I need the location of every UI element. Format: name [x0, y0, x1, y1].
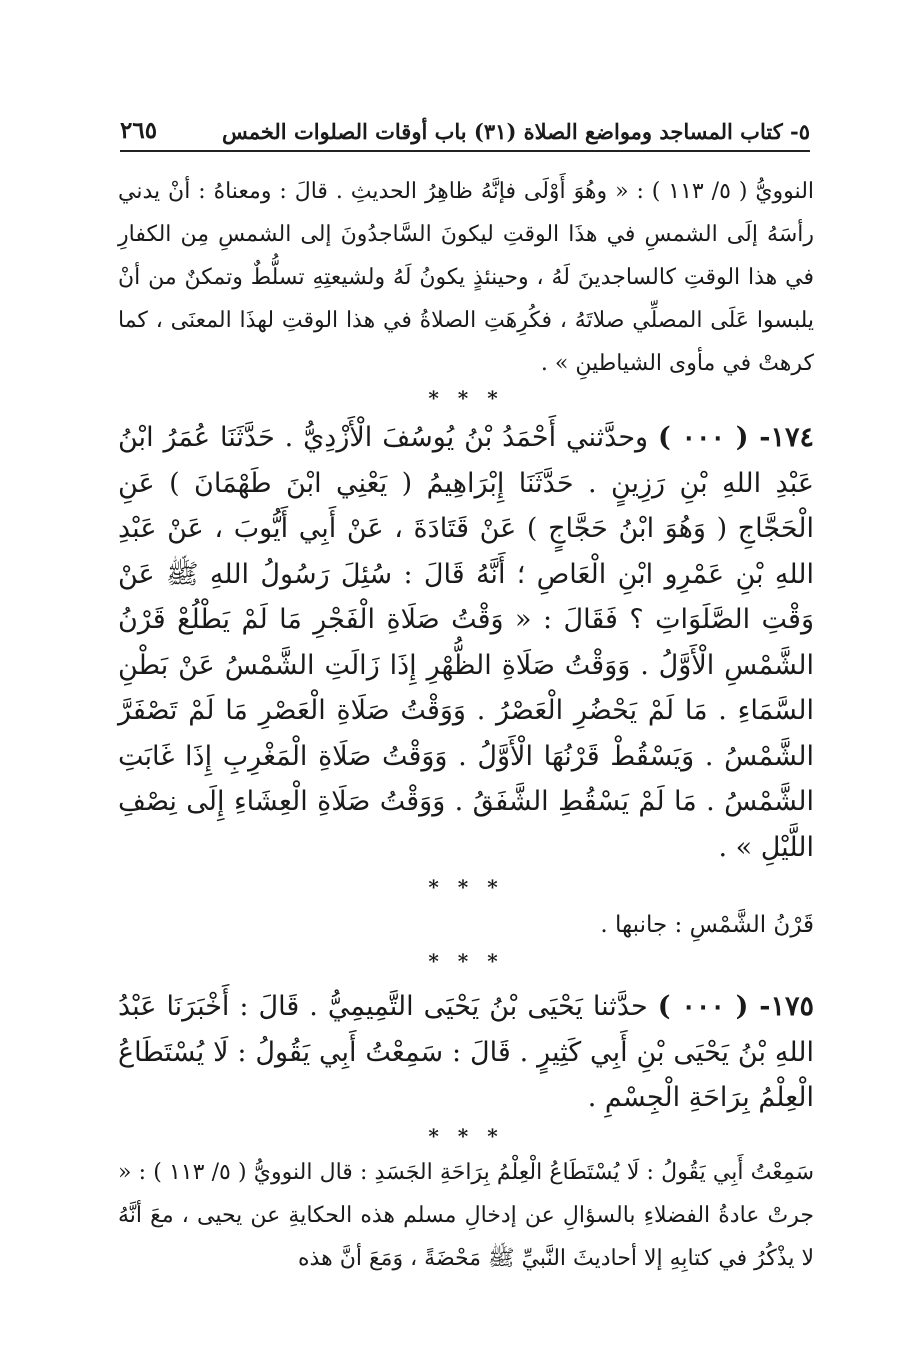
hadith-number: ١٧٥- ( ٠٠٠ ) [657, 991, 814, 1022]
hadith-174 [118, 415, 814, 870]
hadith-number: ١٧٤- ( ٠٠٠ ) [658, 422, 814, 453]
page-body [118, 170, 814, 1280]
hadith-text: حدَّثنا يَحْيَى بْنُ يَحْيَى التَّمِيمِيُّ . قَالَ : أَخْبَرَنَا عَبْدُ اللهِ بْنُ يَحْيَى بْنِ أَبِي كَثِيرٍ . قَالَ : سَمِعْتُ أَبِي يَقُولُ : لَا يُسْتَطَاعُ الْعِلْمُ بِرَاحَةِ الْجِسْمِ . [118, 991, 814, 1113]
section-separator: * * * [428, 875, 504, 899]
chapter-title: ٥- كتاب المساجد ومواضع الصلاة (٣١) باب أوقات الصلوات الخمس [221, 119, 810, 144]
commentary-paragraph: النوويُّ ( ٥/ ١١٣ ) : « وهُوَ أَوْلَى فإنَّهُ ظاهِرُ الحديثِ . قالَ : ومعناهُ : أنْ يدني رأسَهُ إلَى الشمسِ في هذَا الوقتِ ليكونَ السَّاجدُونَ إلى الشمسِ مِن الكفارِ في هذا الوقتِ كالساجدينَ لَهُ ، وحينئذٍ يكونُ لَهُ ولشيعتِهِ تسلُّطٌ وتمكنٌ من أنْ يلبسوا عَلَى المصلِّي صلاتَهُ ، فكُرِهَتِ الصلاةُ في هذا الوقتِ لهذَا المعنَى ، كما كرهتْ في مأوى الشياطينِ » . [118, 179, 815, 376]
section-separator: * * * [428, 949, 504, 973]
section-separator: * * * [428, 1123, 504, 1148]
hadith-175 [118, 984, 814, 1121]
running-header [120, 108, 810, 152]
commentary-paragraph: سَمِعْتُ أَبِي يَقُولُ : لَا يُسْتَطَاعُ الْعِلْمُ بِرَاحَةِ الجَسَدِ : قال النوويُّ ( ٥/ ١١٣ ) : « جرتْ عادةُ الفضلاءِ بالسؤالِ عن إدخالِ مسلم هذه الحكايةِ عن يحيى ، معَ أنَّهُ لا يذْكُرُ في كتابِهِ إلا أحاديثَ النَّبيِّ ﷺ مَحْضَةً ، وَمَعَ أنَّ هذه [118, 1159, 815, 1271]
hadith-text: وحدَّثني أَحْمَدُ بْنُ يُوسُفَ الْأَزْدِيُّ . حَدَّثَنَا عُمَرُ ابْنُ عَبْدِ اللهِ بْنِ رَزِينٍ . حَدَّثَنَا إِبْرَاهِيمُ ( يَعْنِي ابْنَ طَهْمَانَ ) عَنِ الْحَجَّاجِ ( وَهُوَ ابْنُ حَجَّاجٍ ) عَنْ قَتَادَةَ ، عَنْ أَبِي أَيُّوبَ ، عَنْ عَبْدِ اللهِ بْنِ عَمْرِو ابْنِ الْعَاصِ ؛ أَنَّهُ قَالَ : سُئِلَ رَسُولُ اللهِ ﷺ عَنْ وَقْتِ الصَّلَوَاتِ ؟ فَقَالَ : « وَقْتُ صَلَاةِ الْفَجْرِ مَا لَمْ يَطْلُعْ قَرْنُ الشَّمْسِ الْأَوَّلُ . وَوَقْتُ صَلَاةِ الظُّهْرِ إِذَا زَالَتِ الشَّمْسُ عَنْ بَطْنِ السَّمَاءِ . مَا لَمْ يَحْضُرِ الْعَصْرُ . وَوَقْتُ صَلَاةِ الْعَصْرِ مَا لَمْ تَصْفَرَّ الشَّمْسُ . وَيَسْقُطْ قَرْنُهَا الْأَوَّلُ . وَوَقْتُ صَلَاةِ الْمَغْرِبِ إِذَا غَابَتِ الشَّمْسُ . مَا لَمْ يَسْقُطِ الشَّفَقُ . وَوَقْتُ صَلَاةِ الْعِشَاءِ إِلَى نِصْفِ اللَّيْلِ » . [118, 422, 814, 863]
page-number: ٢٦٥ [120, 117, 158, 144]
section-separator: * * * [428, 386, 504, 410]
word-gloss: قَرْنُ الشَّمْسِ : جانبها . [600, 912, 814, 938]
